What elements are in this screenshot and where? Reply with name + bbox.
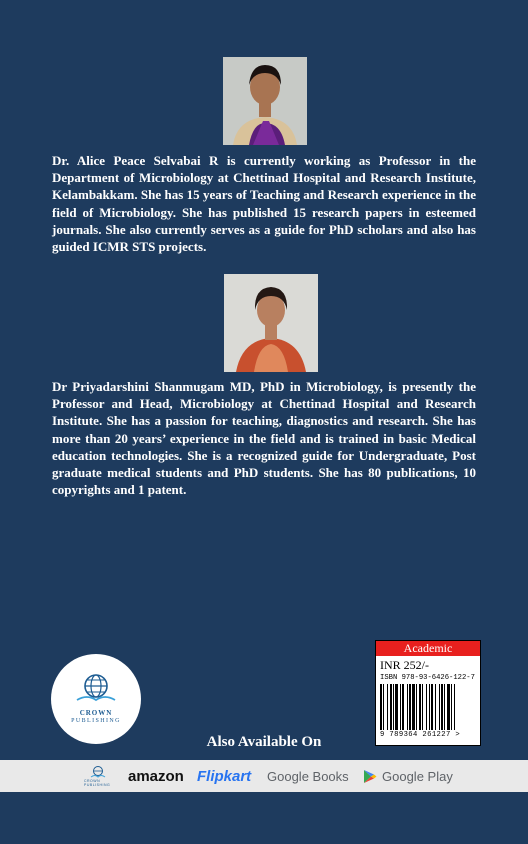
barcode	[380, 684, 476, 730]
barcode-bar	[393, 684, 394, 730]
flipkart-label: Flipkart	[197, 767, 252, 785]
store-flipkart[interactable]	[197, 760, 251, 792]
price-label: INR 252/-	[380, 658, 429, 672]
barcode-bar	[412, 684, 415, 730]
barcode-bar	[422, 684, 423, 730]
stores-strip	[0, 760, 528, 792]
barcode-bar	[447, 684, 450, 730]
crown-mini-label: CROWN PUBLISHING	[84, 779, 111, 787]
publisher-tagline: PUBLISHING	[71, 718, 121, 724]
barcode-bar	[387, 684, 388, 730]
author1-bio: Dr. Alice Peace Selvabai R is currently working as Professor in the Department of Microbiology at Chettinad Hospital and Research Institute, Kelambakkam. She has 15 years of Teaching and Research experience in the field of Microbiology. She has published 15 research papers in esteemed journals. She also currently serves as a guide for PhD scholars and also has guided ICMR STS projects.	[52, 153, 476, 255]
amazon-label: amazon	[128, 767, 184, 785]
barcode-bar	[439, 684, 440, 730]
store-amazon[interactable]	[128, 760, 184, 792]
price-barcode-box	[375, 640, 481, 746]
store-google-play[interactable]	[363, 760, 453, 792]
barcode-bar	[395, 684, 398, 730]
also-available-heading: Also Available On	[206, 734, 322, 750]
barcode-bar	[431, 684, 433, 730]
barcode-bar	[454, 684, 455, 730]
store-crown-publishing[interactable]	[84, 760, 112, 792]
barcode-bar	[400, 684, 401, 730]
barcode-bar	[380, 684, 382, 730]
publisher-logo	[51, 654, 141, 744]
author1-photo	[223, 57, 307, 145]
google-play-icon	[363, 769, 377, 784]
barcode-bar	[419, 684, 421, 730]
google-play-label: Google Play	[382, 768, 453, 784]
barcode-bar	[426, 684, 427, 730]
store-google-books[interactable]	[267, 760, 349, 792]
barcode-bar	[402, 684, 404, 730]
barcode-bar	[416, 684, 417, 730]
barcode-bar	[429, 684, 430, 730]
barcode-bar	[435, 684, 436, 730]
author2-photo	[224, 274, 318, 372]
author1-portrait	[223, 57, 307, 145]
barcode-bar	[451, 684, 452, 730]
barcode-bar	[444, 684, 445, 730]
publisher-name: CROWN	[79, 709, 113, 717]
barcode-bar	[409, 684, 411, 730]
barcode-bar	[441, 684, 443, 730]
globe-icon	[51, 654, 141, 710]
barcode-bar	[390, 684, 392, 730]
isbn-label: ISBN 978-93-6426-122-7	[380, 674, 475, 682]
author2-portrait	[224, 274, 318, 372]
barcode-bar	[383, 684, 384, 730]
crown-globe-icon	[88, 765, 108, 779]
author2-bio: Dr Priyadarshini Shanmugam MD, PhD in Microbiology, is presently the Professor and Head, Microbiology at Chettinad Hospital and Research Institute. She has a passion for teaching, diagnostics and research. She has more than 20 years’ experience in the field and is trained in basic Medical education technologies. She is a recognized guide for Undergraduate, Post graduate medical students and PhD students. She has 80 publications, 10 copyrights and 1 patent.	[52, 379, 476, 498]
barcode-bar	[407, 684, 408, 730]
category-label: Academic	[376, 641, 480, 656]
google-books-label: Google Books	[267, 768, 349, 784]
barcode-digits: 9 789364 261227 >	[380, 731, 461, 739]
